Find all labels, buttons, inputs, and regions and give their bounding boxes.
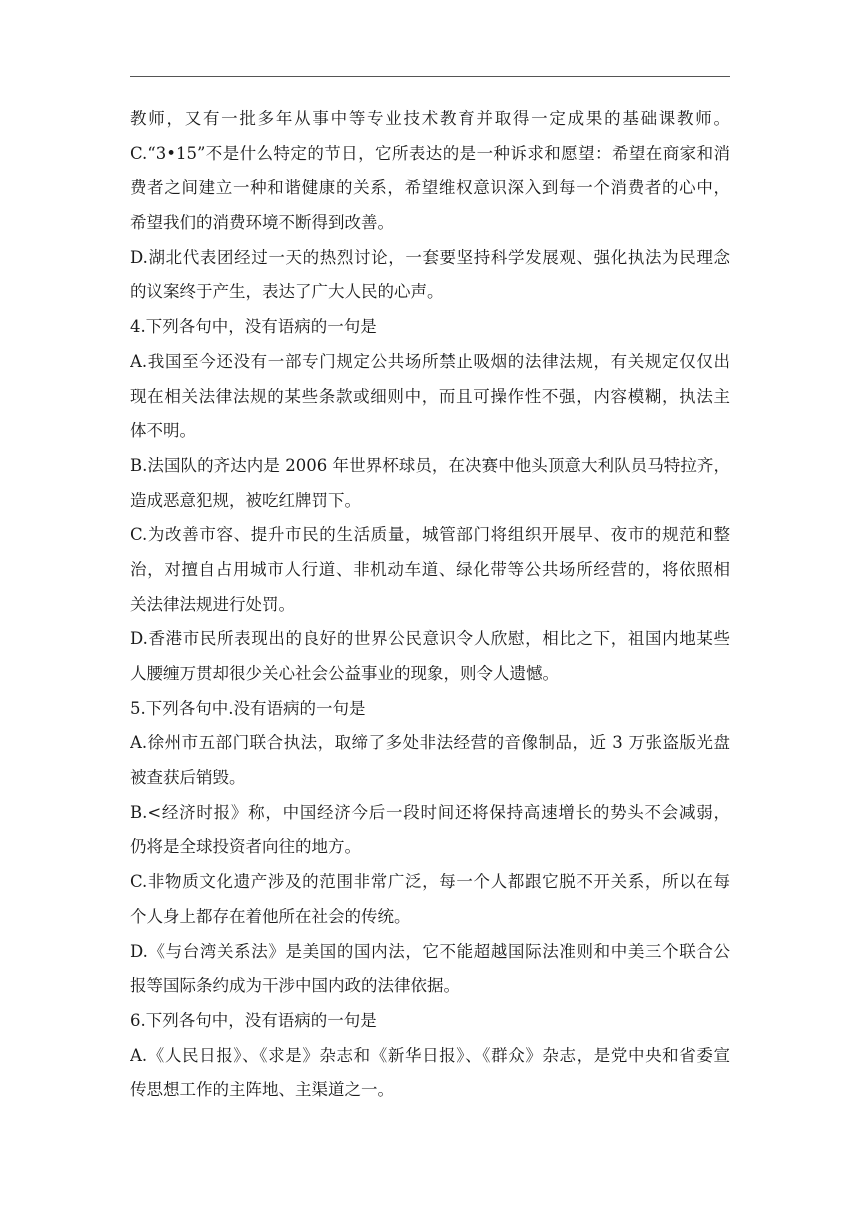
text-line: 费者之间建立一种和谐健康的关系，希望维权意识深入到每一个消费者的心中， (130, 178, 730, 198)
question-heading: 4.下列各句中，没有语病的一句是 (130, 317, 377, 337)
text-line: 体不明。 (130, 421, 196, 441)
text-line: B.法国队的齐达内是 2006 年世界杯球员，在决赛中他头顶意大利队员马特拉齐， (130, 455, 730, 475)
document-body (130, 102, 730, 1108)
text-line: 希望我们的消费环境不断得到改善。 (130, 213, 394, 233)
text-line: 传思想工作的主阵地、主渠道之一。 (130, 1080, 394, 1100)
text-line: B.<经济时报》称，中国经济今后一段时间还将保持高速增长的势头不会减弱， (130, 802, 730, 822)
text-line: 人腰缠万贯却很少关心社会公益事业的现象，则令人遗憾。 (130, 664, 559, 683)
text-line: D.香港市民所表现出的良好的世界公民意识令人欣慰，相比之下，祖国内地某些 (130, 629, 730, 649)
text-line: D.《与台湾关系法》是美国的国内法，它不能超越国际法准则和中美三个联合公 (130, 941, 730, 961)
text-line: D.湖北代表团经过一天的热烈讨论，一套要坚持科学发展观、强化执法为民理念 (130, 247, 730, 267)
question-heading: 5.下列各句中.没有语病的一句是 (130, 698, 366, 718)
text-line: C.“3•15”不是什么特定的节日，它所表达的是一种诉求和愿望：希望在商家和消 (130, 143, 730, 163)
header-rule (130, 76, 730, 77)
text-line: 仍将是全球投资者向往的地方。 (130, 837, 361, 857)
text-line: 造成恶意犯规，被吃红牌罚下。 (130, 490, 361, 510)
text-line: 报等国际条约成为干涉中国内政的法律依据。 (130, 976, 460, 996)
question-heading: 6.下列各句中，没有语病的一句是 (130, 1010, 377, 1030)
text-line: A.徐州市五部门联合执法，取缔了多处非法经营的音像制品，近 3 万张盗版光盘 (130, 733, 730, 753)
text-line: 教师，又有一批多年从事中等专业技术教育并取得一定成果的基础课教师。 (130, 109, 730, 128)
text-line: A.我国至今还没有一部专门规定公共场所禁止吸烟的法律法规，有关规定仅仅出 (130, 351, 730, 371)
text-line: C.为改善市容、提升市民的生活质量，城管部门将组织开展早、夜市的规范和整 (130, 525, 730, 545)
text-line: 的议案终于产生，表达了广大人民的心声。 (130, 282, 444, 302)
text-line: 个人身上都存在着他所在社会的传统。 (130, 906, 411, 926)
text-line: 关法律法规进行处罚。 (130, 594, 295, 614)
text-line: 被查获后销毁。 (130, 768, 246, 788)
text-line: A.《人民日报》、《求是》杂志和《新华日报》、《群众》杂志，是党中央和省委宣 (130, 1045, 730, 1065)
text-line: 现在相关法律法规的某些条款或细则中，而且可操作性不强，内容模糊，执法主 (130, 386, 730, 406)
text-line: 治，对擅自占用城市人行道、非机动车道、绿化带等公共场所经营的，将依照相 (130, 559, 730, 579)
text-line: C.非物质文化遗产涉及的范围非常广泛，每一个人都跟它脱不开关系，所以在每 (130, 872, 730, 892)
